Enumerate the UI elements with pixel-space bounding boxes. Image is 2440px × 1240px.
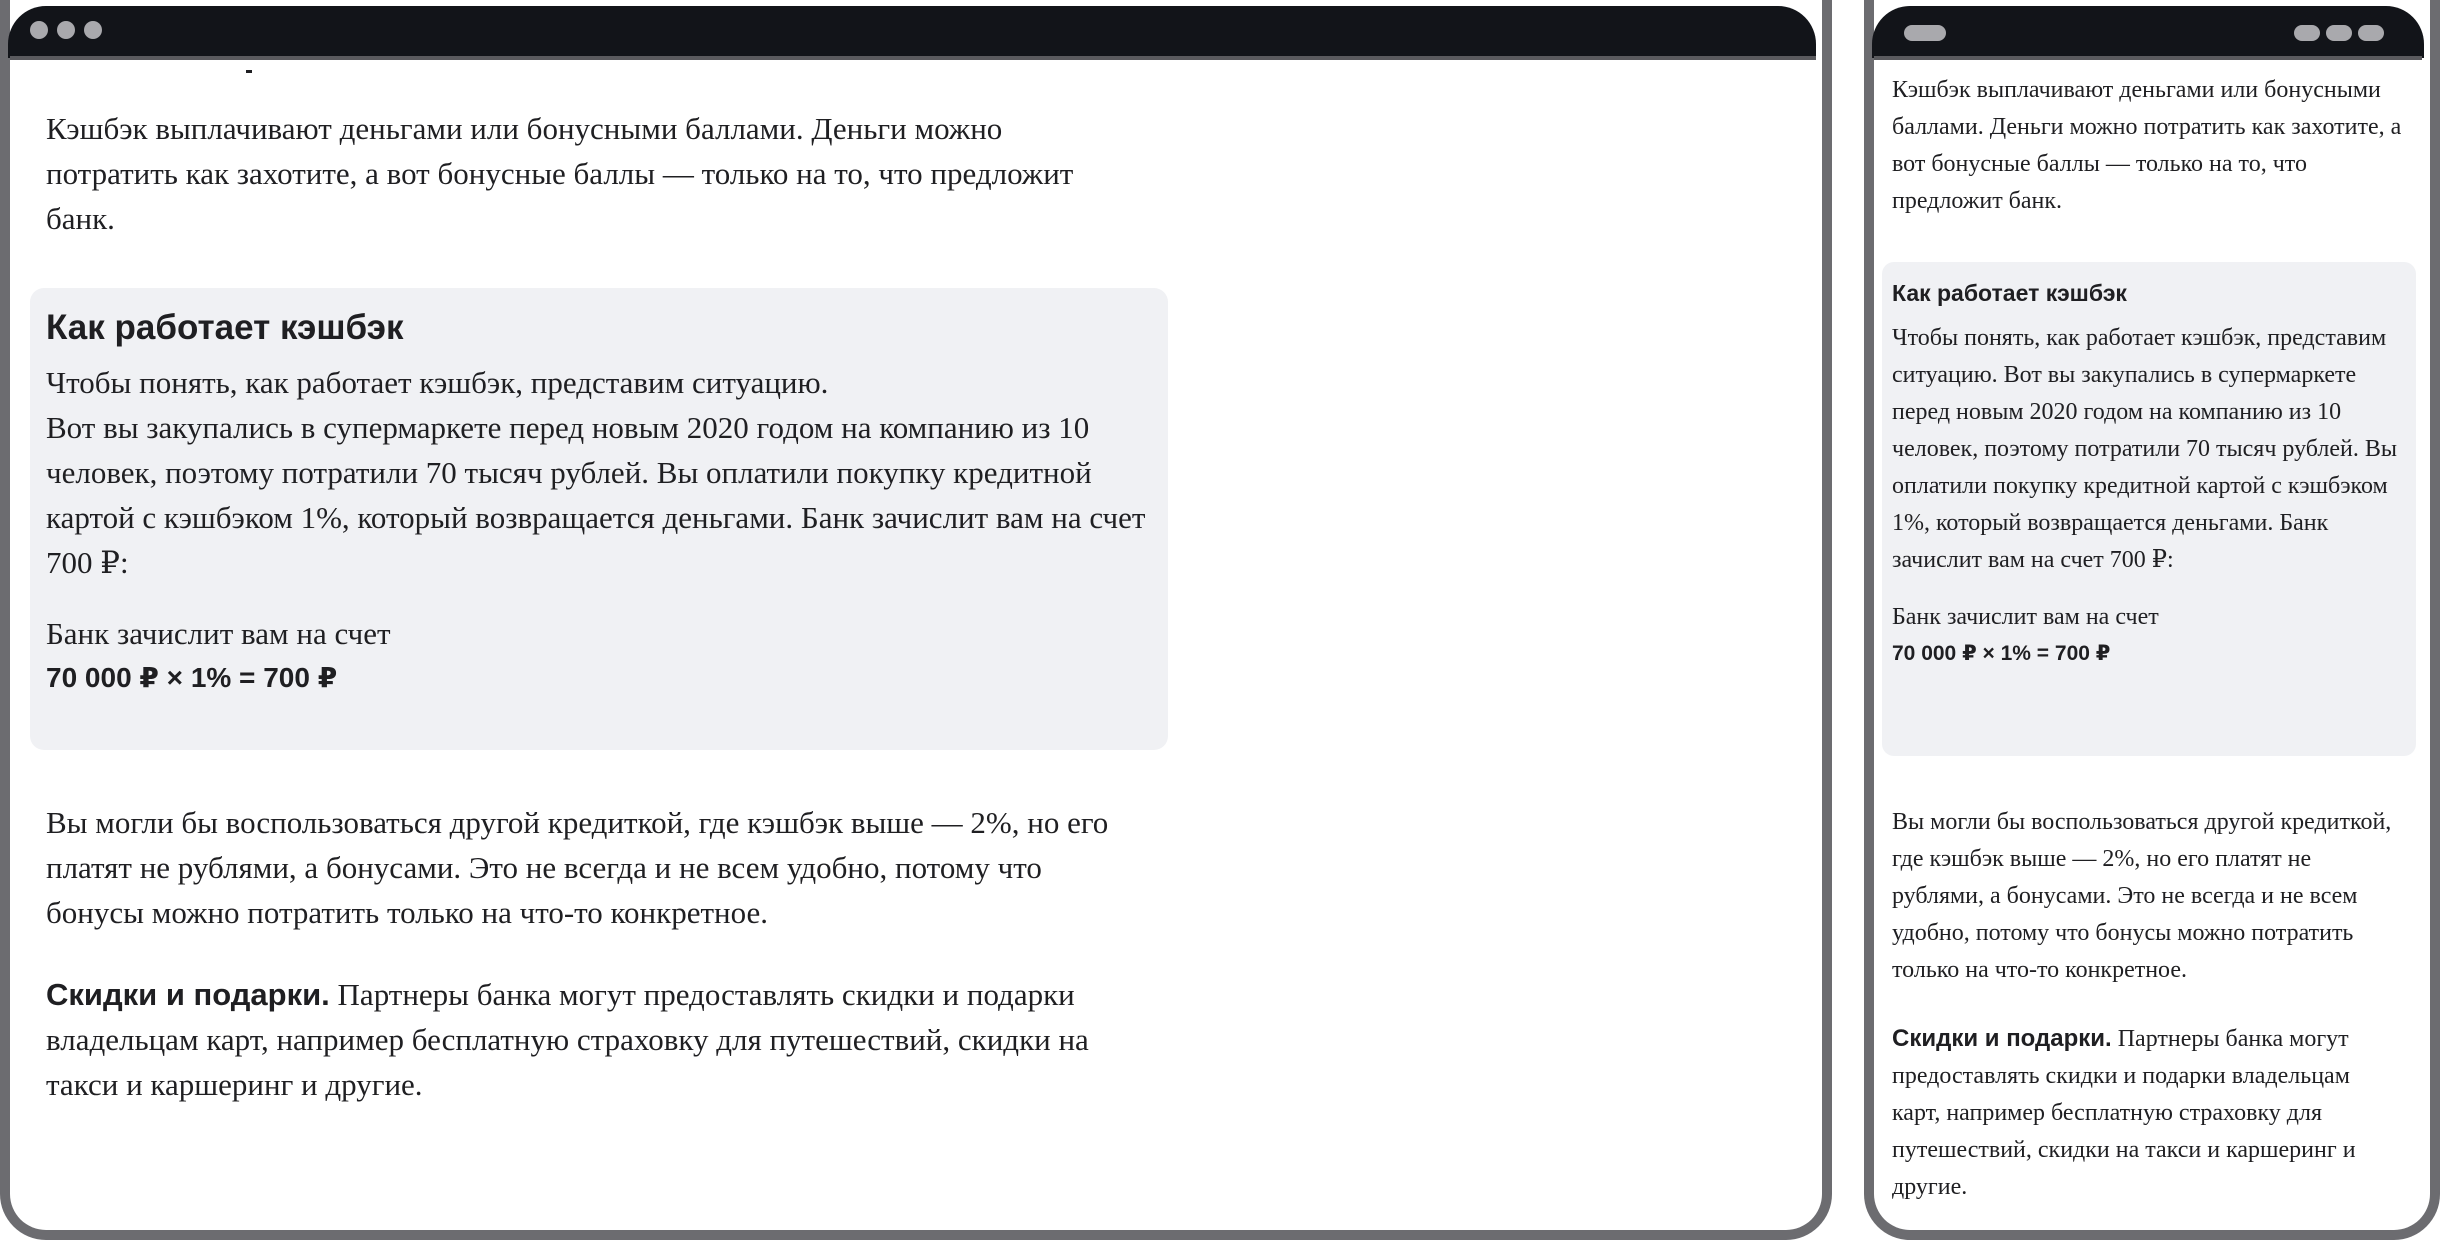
cashback-example-box [30,288,1168,750]
clipped-text-fragment [246,70,252,73]
mobile-status-indicator [2326,25,2352,41]
mobile-titlebar [1872,6,2424,58]
cashback-box-body: Чтобы понять, как работает кэшбэк, представим ситуацию. Вот вы закупались в супермаркете перед новым 2020 годом на компанию из 10 человек, поэтому потратили 70 тысяч рублей. Вы оплатили покупку кредитной картой с кэшбэком 1%, который возвращается деньгами. Банк зачислит вам на счет 700 ₽: [1892,325,2397,573]
mobile-status-indicator [2294,25,2320,41]
article-intro-paragraph: Кэшбэк выплачивают деньгами или бонусными баллами. Деньги можно потратить как захотите, а вот бонусные баллы — только на то, что предложит банк. [1892,77,2402,214]
cashback-example-box [1882,262,2416,756]
desktop-titlebar-divider [10,56,1816,60]
discounts-text: Партнеры банка могут предоставлять скидки и подарки владельцам карт, например бесплатную страховку для путешествий, скидки на такси и каршеринг и другие. [46,977,1089,1102]
cashback-formula: 70 000 ₽ × 1% = 700 ₽ [1892,642,2111,665]
discounts-paragraph [1892,1020,2402,1206]
window-maximize-dot[interactable] [84,21,102,39]
desktop-article [10,62,1816,1222]
alternative-card-paragraph: Вы могли бы воспользоваться другой кредиткой, где кэшбэк выше — 2%, но его платят не рублями, а бонусами. Это не всегда и не всем удобно, потому что бонусы можно потратить только на что-то конкретное. [1892,809,2392,983]
mobile-status-indicator [2358,25,2384,41]
window-close-dot[interactable] [30,21,48,39]
mobile-article [1874,62,2422,1222]
cashback-box-title: Как работает кэшбэк [46,308,404,347]
window-minimize-dot[interactable] [57,21,75,39]
cashback-box-title: Как работает кэшбэк [1892,280,2127,306]
alternative-card-paragraph: Вы могли бы воспользоваться другой кредиткой, где кэшбэк выше — 2%, но его платят не рублями, а бонусами. Это не всегда и не всем удобно, потому что бонусы можно потратить только на что-то конкретное. [46,805,1109,930]
cashback-formula: 70 000 ₽ × 1% = 700 ₽ [46,662,338,693]
cashback-box-body: Вот вы закупались в супермаркете перед новым 2020 годом на компанию из 10 человек, поэтому потратили 70 тысяч рублей. Вы оплатили покупку кредитной картой с кэшбэком 1%, который возвращается деньгами. Банк зачислит вам на счет 700 ₽: [46,410,1146,580]
discounts-paragraph [46,972,1126,1107]
discounts-lead: Скидки и подарки. [46,977,330,1012]
article-intro-paragraph: Кэшбэк выплачивают деньгами или бонусными баллами. Деньги можно потратить как захотите, а вот бонусные баллы — только на то, что предложит банк. [46,111,1074,236]
desktop-titlebar [8,6,1816,58]
cashback-formula-label: Банк зачислит вам на счет [1892,604,2159,630]
cashback-box-intro: Чтобы понять, как работает кэшбэк, представим ситуацию. [46,365,829,400]
discounts-lead: Скидки и подарки. [1892,1025,2112,1052]
mobile-status-pill [1904,25,1946,41]
cashback-formula-label: Банк зачислит вам на счет [46,616,391,651]
mobile-titlebar-divider [1874,56,2422,60]
discounts-text: Партнеры банка могут предоставлять скидки и подарки владельцам карт, например бесплатную страховку для путешествий, скидки на такси и каршеринг и другие. [1892,1026,2356,1200]
